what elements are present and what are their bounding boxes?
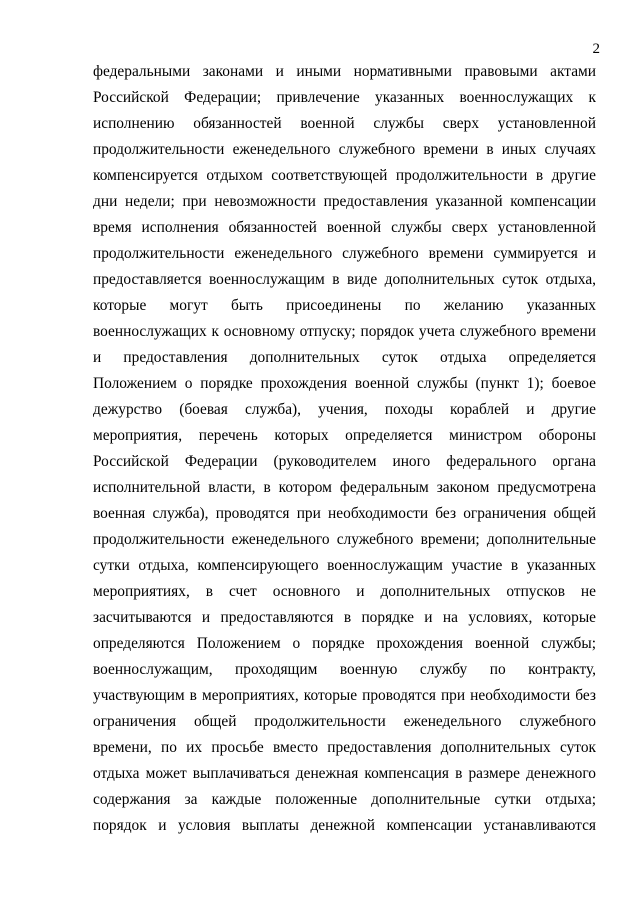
text-line: исполнительной власти, в котором федеральным законом предусмотрена [93,479,596,496]
text-line: исполнению обязанностей военной службы сверх установленной [93,115,596,132]
text-line: мероприятия, перечень которых определяется министром обороны [93,427,596,444]
text-line: военнослужащих к основному отпуску; порядок учета служебного времени [93,323,596,340]
text-line: порядок и условия выплаты денежной компенсации устанавливаются [93,817,596,834]
text-line: определяются Положением о порядке прохождения военной службы; [93,635,596,652]
text-line: сутки отдыха, компенсирующего военнослужащим участие в указанных [93,557,596,574]
text-line: дни недели; при невозможности предоставления указанной компенсации [93,193,596,210]
text-line: содержания за каждые положенные дополнительные сутки отдыха; [93,791,596,808]
text-line: военнослужащим, проходящим военную службу по контракту, [93,661,596,678]
text-line: мероприятиях, в счет основного и дополнительных отпусков не [93,583,596,600]
text-line: Российской Федерации; привлечение указанных военнослужащих к [93,89,596,106]
text-line: продолжительности еженедельного служебного времени; дополнительные [93,531,596,548]
text-line: Положением о порядке прохождения военной службы (пункт 1); боевое [93,375,596,392]
text-line: участвующим в мероприятиях, которые проводятся при необходимости без [93,687,596,704]
text-line: Российской Федерации (руководителем иного федерального органа [93,453,596,470]
text-line: ограничения общей продолжительности еженедельного служебного [93,713,596,730]
text-line: военная служба), проводятся при необходимости без ограничения общей [93,505,596,522]
text-line: предоставляется военнослужащим в виде дополнительных суток отдыха, [93,271,596,288]
text-line: дежурство (боевая служба), учения, походы кораблей и другие [93,401,596,418]
text-line: отдыха может выплачиваться денежная компенсация в размере денежного [93,765,596,782]
text-line: засчитываются и предоставляются в порядке и на условиях, которые [93,609,596,626]
text-line: продолжительности еженедельного служебного времени суммируется и [93,245,596,262]
text-line: компенсируется отдыхом соответствующей продолжительности в другие [93,167,596,184]
page-number: 2 [592,41,600,57]
text-line: время исполнения обязанностей военной службы сверх установленной [93,219,596,236]
text-line: федеральными законами и иными нормативными правовыми актами [93,63,596,80]
text-line: продолжительности еженедельного служебного времени в иных случаях [93,141,596,158]
text-line: и предоставления дополнительных суток отдыха определяется [93,349,596,366]
text-line: которые могут быть присоединены по желанию указанных [93,297,596,314]
text-line: времени, по их просьбе вместо предоставления дополнительных суток [93,739,596,756]
document-body [93,59,596,839]
